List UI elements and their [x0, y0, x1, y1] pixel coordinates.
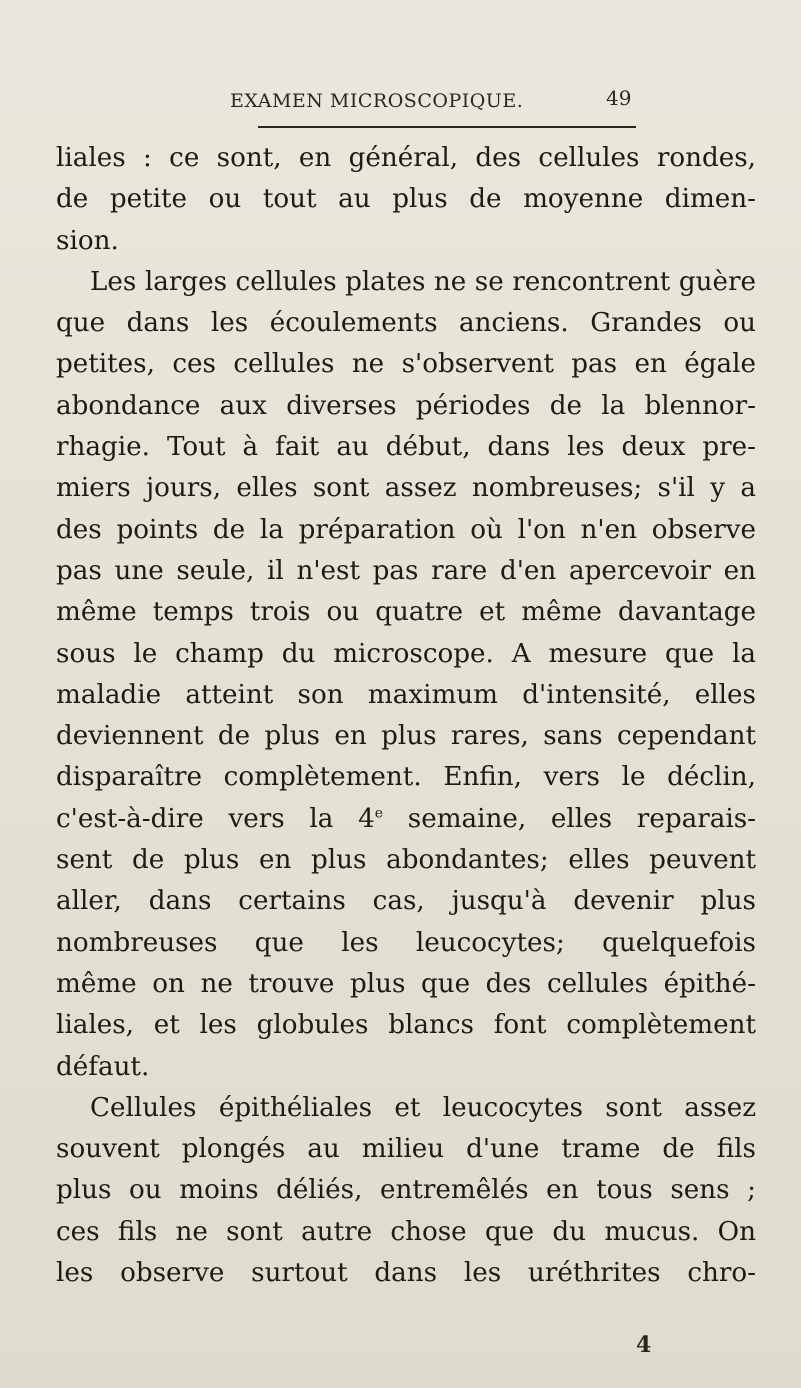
text-line: rhagie. Tout à fait au début, dans les deux pre-: [56, 432, 756, 463]
text-line: de petite ou tout au plus de moyenne dimen-: [56, 184, 756, 215]
signature-mark: 4: [636, 1332, 652, 1358]
text-line: pas une seule, il n'est pas rare d'en apercevoir en: [56, 555, 756, 586]
text-line: Les larges cellules plates ne se rencontrent guère: [90, 266, 756, 297]
text-line: défaut.: [56, 1051, 150, 1082]
text-line: sous le champ du microscope. A mesure que la: [56, 638, 756, 669]
running-title: EXAMEN MICROSCOPIQUE.: [230, 90, 524, 112]
text-line: abondance aux diverses périodes de la blennor-: [56, 390, 756, 421]
text-line: Cellules épithéliales et leucocytes sont assez: [90, 1092, 756, 1123]
text-line: sent de plus en plus abondantes; elles peuvent: [56, 845, 756, 876]
text-line: nombreuses que les leucocytes; quelquefois: [56, 927, 756, 958]
text-line: aller, dans certains cas, jusqu'à devenir plus: [56, 886, 756, 917]
text-line: des points de la préparation où l'on n'en observe: [56, 514, 756, 545]
text-segment: c'est-à-dire vers la 4: [56, 803, 375, 834]
text-segment: semaine, elles reparais-: [383, 803, 756, 834]
text-line: même temps trois ou quatre et même davantage: [56, 597, 756, 628]
text-line: miers jours, elles sont assez nombreuses; s'il y a: [56, 473, 756, 504]
text-line: liales : ce sont, en général, des cellules rondes,: [56, 143, 756, 173]
text-line: même on ne trouve plus que des cellules épithé-: [56, 968, 756, 999]
body-text: [56, 138, 756, 1294]
text-line: sion.: [56, 225, 119, 256]
text-line: liales, et les globules blancs font complètement: [56, 1010, 756, 1041]
text-line: disparaître complètement. Enfin, vers le déclin,: [56, 762, 756, 793]
text-line: les observe surtout dans les uréthrites chro-: [56, 1258, 756, 1289]
ordinal-superscript: e: [374, 805, 384, 822]
text-line: ces fils ne sont autre chose que du mucus. On: [56, 1216, 756, 1247]
text-line: deviennent de plus en plus rares, sans cependant: [56, 721, 756, 752]
text-line: petites, ces cellules ne s'observent pas en égale: [56, 349, 756, 380]
text-line: souvent plongés au milieu d'une trame de fils: [56, 1134, 756, 1165]
text-line: que dans les écoulements anciens. Grandes ou: [56, 308, 756, 339]
text-line: plus ou moins déliés, entremêlés en tous sens ;: [56, 1175, 756, 1206]
text-line: [56, 799, 756, 840]
page-number: 49: [606, 86, 632, 110]
text-line: maladie atteint son maximum d'intensité, elles: [56, 679, 756, 710]
header-rule: [258, 126, 636, 128]
